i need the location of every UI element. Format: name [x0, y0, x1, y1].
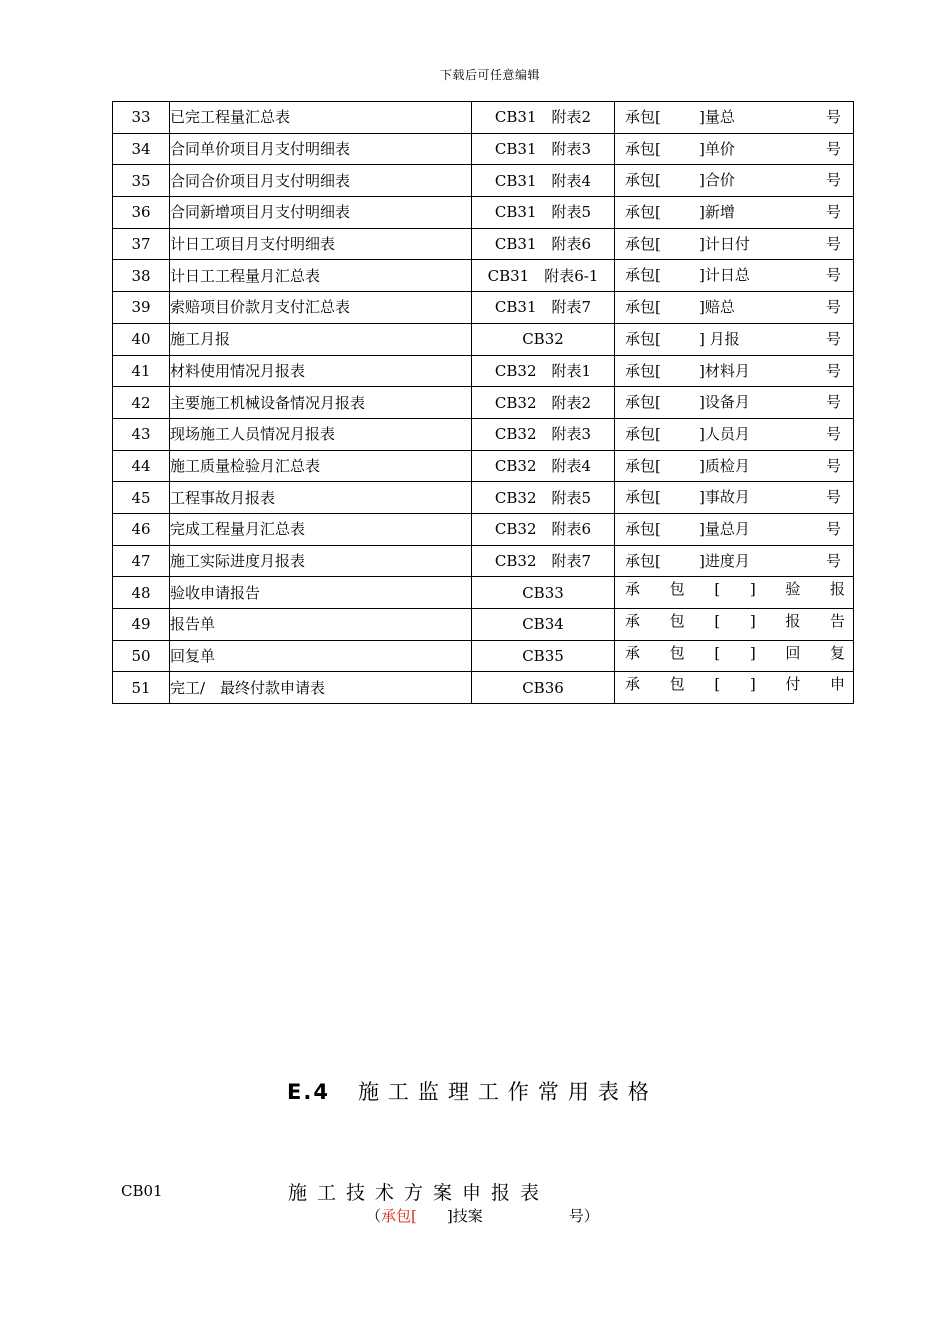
- form-code-cell: CB31 附表5: [472, 197, 615, 229]
- reference-char: ]: [749, 580, 756, 599]
- reference-number-cell: [615, 102, 854, 134]
- reference-number-cell: [615, 672, 854, 704]
- form-name: 现场施工人员情况月报表: [170, 418, 472, 450]
- reference-char: [: [714, 643, 721, 662]
- reference-prefix: 承包[: [625, 329, 661, 348]
- table-row: [113, 133, 854, 165]
- table-row: [113, 165, 854, 197]
- reference-char: [: [714, 612, 721, 630]
- form-code-cell: CB35: [472, 640, 615, 672]
- reference-number-cell: [615, 165, 854, 197]
- row-number: 42: [113, 387, 170, 419]
- form-code-cell: CB32 附表3: [472, 418, 615, 450]
- reference-prefix: 承包[: [625, 361, 661, 380]
- table-row: [113, 609, 854, 641]
- table-row: [113, 640, 854, 672]
- reference-char: 承: [625, 675, 641, 694]
- form-title: 施工技术方案申报表: [288, 1182, 550, 1204]
- section-number: E.4: [287, 1080, 330, 1104]
- form-name: 合同合价项目月支付明细表: [170, 165, 472, 197]
- table-row: [113, 323, 854, 355]
- reference-prefix: 承包[: [625, 393, 661, 412]
- reference-number-cell: [615, 292, 854, 324]
- table-row: [113, 545, 854, 577]
- reference-type: ]材料月: [699, 361, 750, 380]
- reference-number-cell: [615, 545, 854, 577]
- form-name: 已完工程量汇总表: [170, 102, 472, 134]
- form-sub-mid: ]技案: [416, 1207, 483, 1225]
- reference-char: 付: [785, 675, 801, 694]
- reference-type: ]赔总: [699, 298, 735, 317]
- table-row: [113, 577, 854, 609]
- form-name: 计日工工程量月汇总表: [170, 260, 472, 292]
- reference-type: ]新增: [699, 203, 735, 222]
- reference-prefix: 承包[: [625, 424, 661, 443]
- form-name: 施工质量检验月汇总表: [170, 450, 472, 482]
- form-name: 施工月报: [170, 323, 472, 355]
- reference-char: 包: [669, 675, 685, 694]
- reference-char: 复: [829, 643, 845, 662]
- reference-prefix: 承包[: [625, 171, 661, 190]
- row-number: 38: [113, 260, 170, 292]
- form-code-cell: CB31 附表7: [472, 292, 615, 324]
- form-code-cell: CB32 附表1: [472, 355, 615, 387]
- row-number: 37: [113, 228, 170, 260]
- table-row: [113, 387, 854, 419]
- form-code-cell: CB31 附表4: [472, 165, 615, 197]
- reference-char: [: [714, 580, 721, 599]
- row-number: 48: [113, 577, 170, 609]
- reference-type: ]进度月: [699, 551, 750, 570]
- reference-template: [625, 612, 845, 630]
- reference-prefix: 承包[: [625, 139, 661, 158]
- form-name: 报告单: [170, 609, 472, 641]
- row-number: 33: [113, 102, 170, 134]
- table-row: [113, 355, 854, 387]
- row-number: 44: [113, 450, 170, 482]
- reference-number-cell: [615, 482, 854, 514]
- reference-number-cell: [615, 133, 854, 165]
- reference-number-suffix: 号: [825, 234, 841, 253]
- reference-type: ]设备月: [699, 393, 750, 412]
- form-code-cell: CB31 附表6-1: [472, 260, 615, 292]
- reference-char: 报: [785, 612, 801, 630]
- form-code: CB01: [121, 1182, 163, 1200]
- reference-number-cell: [615, 640, 854, 672]
- reference-char: 验: [785, 580, 801, 599]
- form-name: 合同单价项目月支付明细表: [170, 133, 472, 165]
- reference-type: ]人员月: [699, 424, 750, 443]
- row-number: 34: [113, 133, 170, 165]
- form-name: 施工实际进度月报表: [170, 545, 472, 577]
- reference-template: [625, 644, 845, 662]
- reference-number-cell: [615, 418, 854, 450]
- form-code-cell: CB34: [472, 609, 615, 641]
- form-code-cell: CB32 附表2: [472, 387, 615, 419]
- form-name: 索赔项目价款月支付汇总表: [170, 292, 472, 324]
- reference-prefix: 承包[: [625, 266, 661, 285]
- row-number: 51: [113, 672, 170, 704]
- reference-number-suffix: 号: [825, 424, 841, 443]
- reference-number-suffix: 号: [825, 393, 841, 412]
- row-number: 40: [113, 323, 170, 355]
- form-code-cell: CB33: [472, 577, 615, 609]
- form-code-cell: CB32 附表4: [472, 450, 615, 482]
- form-code-cell: CB32: [472, 323, 615, 355]
- section-heading: [287, 1076, 658, 1106]
- reference-char: 承: [625, 643, 641, 662]
- table-row: [113, 672, 854, 704]
- reference-prefix: 承包[: [625, 234, 661, 253]
- reference-char: ]: [749, 675, 756, 694]
- reference-prefix: 承包[: [625, 488, 661, 507]
- reference-number-suffix: 号: [825, 329, 841, 348]
- reference-type: ]质检月: [699, 456, 750, 475]
- reference-number-suffix: 号: [825, 519, 841, 538]
- reference-char: 回: [785, 643, 801, 662]
- form-code-cell: CB31 附表3: [472, 133, 615, 165]
- reference-type: ] 月报: [699, 329, 740, 348]
- table-row: [113, 418, 854, 450]
- header-note: 下载后可任意编辑: [439, 68, 540, 82]
- table-row: [113, 292, 854, 324]
- reference-number-suffix: 号: [825, 108, 841, 126]
- form-sub-prefix: 承包[: [381, 1207, 417, 1225]
- reference-char: [: [714, 675, 721, 694]
- table-row: [113, 260, 854, 292]
- reference-number-suffix: 号: [825, 361, 841, 380]
- table-row: [113, 228, 854, 260]
- reference-prefix: 承包[: [625, 108, 661, 126]
- reference-number-cell: [615, 228, 854, 260]
- reference-prefix: 承包[: [625, 551, 661, 570]
- reference-char: 包: [669, 643, 685, 662]
- reference-number-cell: [615, 260, 854, 292]
- reference-prefix: 承包[: [625, 519, 661, 538]
- reference-type: ]量总: [699, 108, 735, 126]
- form-code-cell: CB32 附表6: [472, 513, 615, 545]
- table-row: [113, 513, 854, 545]
- table-row: [113, 450, 854, 482]
- reference-char: 承: [625, 580, 641, 599]
- reference-number-suffix: 号: [825, 551, 841, 570]
- form-code-cell: CB31 附表2: [472, 102, 615, 134]
- form-code-cell: CB32 附表7: [472, 545, 615, 577]
- section-title: 施工监理工作常用表格: [357, 1080, 658, 1104]
- reference-number-suffix: 号: [825, 488, 841, 507]
- row-number: 35: [113, 165, 170, 197]
- reference-number-cell: [615, 355, 854, 387]
- row-number: 39: [113, 292, 170, 324]
- row-number: 36: [113, 197, 170, 229]
- reference-prefix: 承包[: [625, 298, 661, 317]
- reference-template: [625, 675, 845, 693]
- reference-number-suffix: 号: [825, 203, 841, 222]
- reference-type: ]合价: [699, 171, 735, 190]
- row-number: 46: [113, 513, 170, 545]
- reference-number-cell: [615, 577, 854, 609]
- reference-char: 告: [829, 612, 845, 630]
- reference-type: ]计日总: [699, 266, 750, 285]
- form-name: 完工/ 最终付款申请表: [170, 672, 472, 704]
- forms-index-body: [113, 102, 854, 704]
- reference-number-cell: [615, 387, 854, 419]
- reference-char: 包: [669, 580, 685, 599]
- reference-char: 包: [669, 612, 685, 630]
- row-number: 45: [113, 482, 170, 514]
- form-code-cell: CB36: [472, 672, 615, 704]
- form-name: 材料使用情况月报表: [170, 355, 472, 387]
- form-code-cell: CB31 附表6: [472, 228, 615, 260]
- form-subtitle: [366, 1205, 599, 1226]
- reference-char: 申: [829, 675, 845, 694]
- table-row: [113, 482, 854, 514]
- reference-number-suffix: 号: [825, 171, 841, 190]
- reference-number-cell: [615, 323, 854, 355]
- reference-number-cell: [615, 450, 854, 482]
- reference-number-suffix: 号: [825, 266, 841, 285]
- reference-type: ]事故月: [699, 488, 750, 507]
- reference-char: 报: [829, 580, 845, 599]
- reference-type: ]量总月: [699, 519, 750, 538]
- reference-type: ]计日付: [699, 234, 750, 253]
- form-name: 主要施工机械设备情况月报表: [170, 387, 472, 419]
- reference-char: 承: [625, 612, 641, 630]
- row-number: 43: [113, 418, 170, 450]
- reference-number-cell: [615, 197, 854, 229]
- form-code-cell: CB32 附表5: [472, 482, 615, 514]
- form-name: 计日工项目月支付明细表: [170, 228, 472, 260]
- form-name: 回复单: [170, 640, 472, 672]
- reference-char: ]: [749, 643, 756, 662]
- row-number: 41: [113, 355, 170, 387]
- reference-number-suffix: 号: [825, 456, 841, 475]
- row-number: 47: [113, 545, 170, 577]
- form-name: 合同新增项目月支付明细表: [170, 197, 472, 229]
- table-row: [113, 102, 854, 134]
- row-number: 50: [113, 640, 170, 672]
- form-name: 验收申请报告: [170, 577, 472, 609]
- reference-number-suffix: 号: [825, 298, 841, 317]
- form-name: 完成工程量月汇总表: [170, 513, 472, 545]
- reference-number-cell: [615, 513, 854, 545]
- form-sub-number: 号）: [568, 1207, 599, 1225]
- form-sub-open: （: [366, 1207, 382, 1225]
- reference-char: ]: [749, 612, 756, 630]
- row-number: 49: [113, 609, 170, 641]
- reference-prefix: 承包[: [625, 456, 661, 475]
- reference-template: [625, 580, 845, 598]
- form-name: 工程事故月报表: [170, 482, 472, 514]
- table-row: [113, 197, 854, 229]
- forms-index-table: [112, 101, 854, 704]
- reference-prefix: 承包[: [625, 203, 661, 222]
- reference-number-suffix: 号: [825, 139, 841, 158]
- reference-number-cell: [615, 609, 854, 641]
- reference-type: ]单价: [699, 139, 735, 158]
